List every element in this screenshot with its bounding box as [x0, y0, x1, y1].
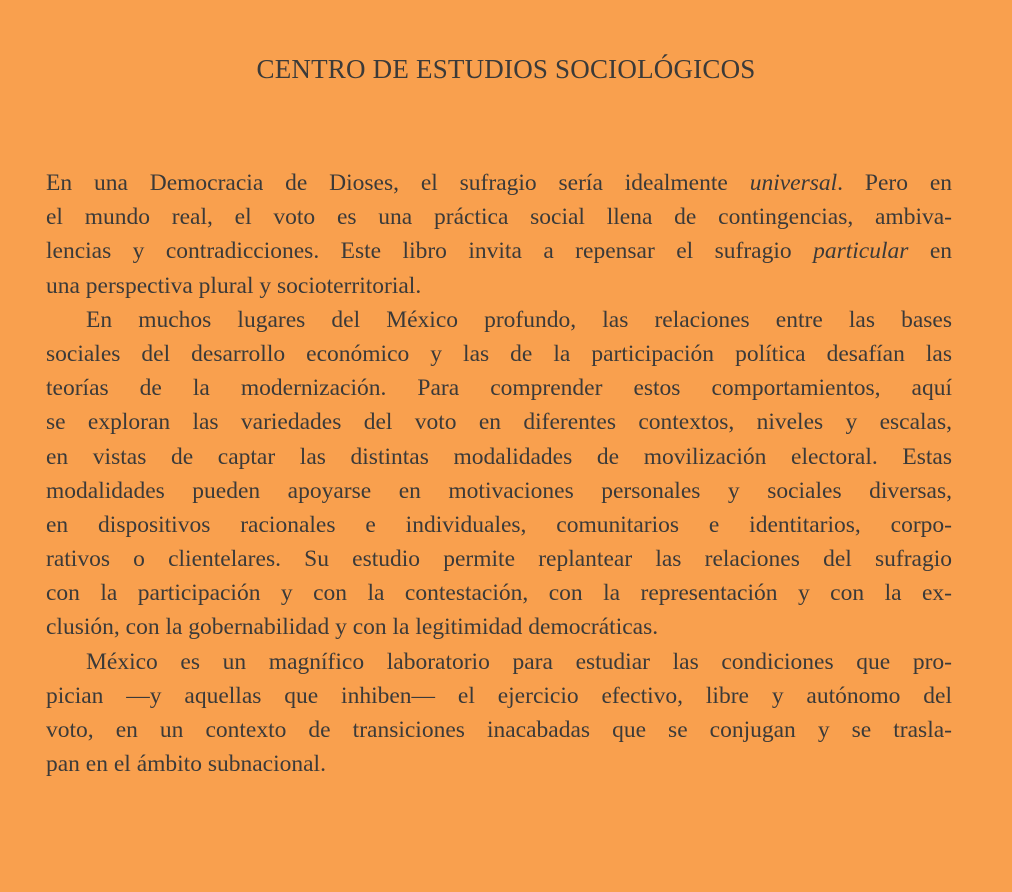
publisher-heading: CENTRO DE ESTUDIOS SOCIOLÓGICOS [256, 54, 756, 84]
italic-word-universal: universal [749, 170, 838, 196]
paragraph-2-line-5: en vistas de captar las distintas modalidades de movilización electoral. Estas [46, 443, 952, 470]
paragraph-2-line-9: con la participación y con la contestación, con la representación y con la ex- [46, 580, 952, 607]
paragraph-2-line-2: sociales del desarrollo económico y las de la participación política desafían las [46, 340, 952, 367]
paragraph-2-line-10: clusión, con la gobernabilidad y con la legitimidad democráticas. [46, 614, 659, 641]
paragraph-3-line-2: pician —y aquellas que inhiben— el ejercicio efectivo, libre y autónomo del [46, 682, 952, 709]
paragraph-3-line-1: México es un magnífico laboratorio para estudiar las condiciones que pro- [86, 648, 952, 675]
paragraph-2-line-1: En muchos lugares del México profundo, las relaciones entre las bases [86, 306, 952, 333]
paragraph-2-line-6: modalidades pueden apoyarse en motivaciones personales y sociales diversas, [46, 477, 952, 504]
paragraph-1-line-4: una perspectiva plural y socioterritorial. [46, 272, 422, 299]
paragraph-2-line-4: se exploran las variedades del voto en diferentes contextos, niveles y escalas, [46, 409, 952, 436]
paragraph-2-line-3: teorías de la modernización. Para comprender estos comportamientos, aquí [46, 375, 952, 402]
paragraph-1-line-2: el mundo real, el voto es una práctica social llena de contingencias, ambiva- [46, 204, 952, 231]
paragraph-3-line-4: pan en el ámbito subnacional. [46, 751, 326, 778]
paragraph-2-line-7: en dispositivos racionales e individuales, comunitarios e identitarios, corpo- [46, 511, 952, 538]
paragraph-2-line-8: rativos o clientelares. Su estudio permite replantear las relaciones del sufragio [46, 546, 952, 573]
paragraph-3-line-3: voto, en un contexto de transiciones inacabadas que se conjugan y se trasla- [46, 717, 952, 743]
italic-word-particular: particular [813, 238, 909, 265]
paragraph-1-line-3: lencias y contradicciones. Este libro invita a repensar el sufragio particular en [46, 238, 952, 265]
paragraph-1-line-1: En una Democracia de Dioses, el sufragio sería idealmente universal. Pero en [46, 170, 952, 196]
blurb-text [46, 166, 952, 781]
